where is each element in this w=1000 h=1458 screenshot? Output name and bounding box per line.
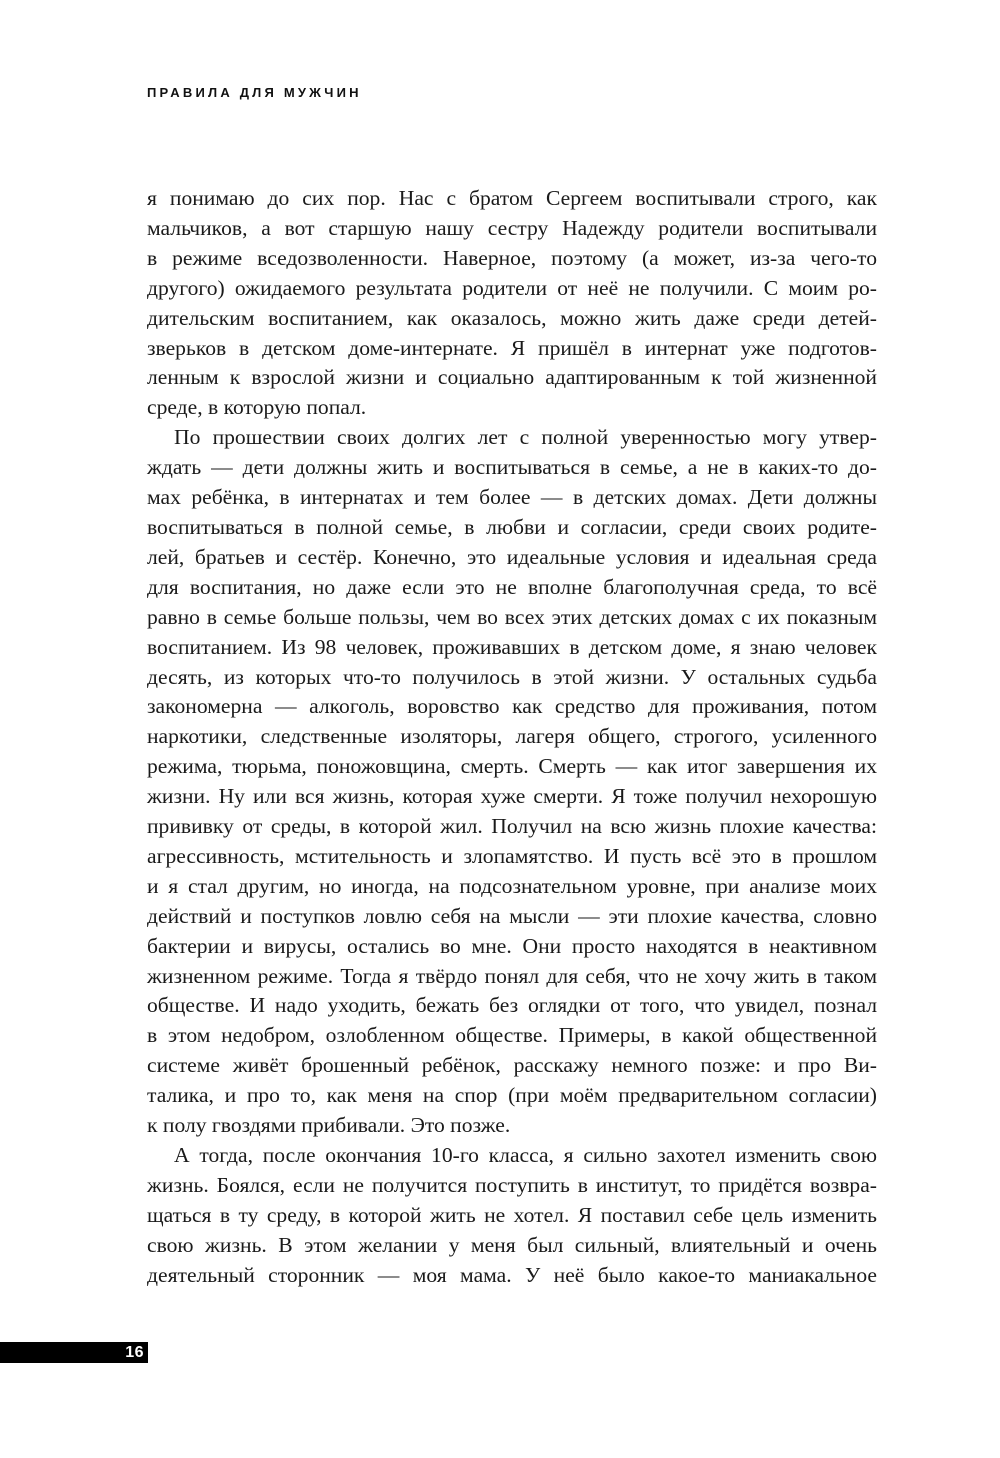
text-line: зверьков в детском доме-интернате. Я пришёл в интернат уже подготов-: [147, 335, 877, 360]
text-line: дительским воспитанием, как оказалось, можно жить даже среди детей-: [147, 305, 877, 330]
text-line: свою жизнь. В этом желании у меня был сильный, влиятельный и очень: [147, 1232, 877, 1257]
text-line: деятельный сторонник — моя мама. У неё было какое-то маниакальное: [147, 1262, 877, 1287]
text-line: обществе. И надо уходить, бежать без оглядки от того, что увидел, познал: [147, 993, 877, 1018]
text-line: другого) ожидаемого результата родители от неё не получили. С моим ро-: [147, 275, 877, 300]
page-number: 16: [125, 1344, 144, 1361]
text-line: воспитанием. Из 98 человек, проживавших в детском доме, я знаю человек: [147, 634, 877, 659]
text-line: А тогда, после окончания 10-го класса, я сильно захотел изменить свою: [174, 1143, 877, 1167]
running-head: ПРАВИЛА ДЛЯ МУЖЧИН: [147, 85, 362, 100]
page-number-bar: [0, 1342, 148, 1363]
text-line: в режиме вседозволенности. Наверное, поэтому (а может, из-за чего-то: [147, 245, 877, 270]
text-line: системе живёт брошенный ребёнок, расскажу немного позже: и про Ви-: [147, 1053, 877, 1078]
text-line: По прошествии своих долгих лет с полной уверенностью могу утвер-: [174, 425, 877, 450]
text-line: прививку от среды, в которой жил. Получил на всю жизнь плохие качества:: [147, 814, 877, 839]
text-line: действий и поступков ловлю себя на мысли — эти плохие качества, словно: [147, 903, 877, 928]
text-line: бактерии и вирусы, остались во мне. Они просто находятся в неактивном: [147, 933, 877, 958]
text-line: жизненном режиме. Тогда я твёрдо понял для себя, что не хочу жить в таком: [147, 963, 877, 988]
text-line: и я стал другим, но иногда, на подсознательном уровне, при анализе моих: [147, 873, 877, 898]
text-line: ленным к взрослой жизни и социально адаптированным к той жизненной: [147, 365, 877, 390]
body-text: [147, 184, 877, 1291]
text-line: к полу гвоздями прибивали. Это позже.: [147, 1113, 511, 1138]
text-line: жизни. Ну или вся жизнь, которая хуже смерти. Я тоже получил нехорошую: [147, 784, 877, 809]
text-line: мах ребёнка, в интернатах и тем более — в детских домах. Дети должны: [147, 485, 877, 510]
text-line: мальчиков, а вот старшую нашу сестру Надежду родители воспитывали: [147, 215, 877, 240]
text-line: я понимаю до сих пор. Нас с братом Сергеем воспитывали строго, как: [147, 186, 877, 210]
text-line: талика, и про то, как меня на спор (при моём предварительном согласии): [147, 1083, 877, 1108]
text-line: жизнь. Боялся, если не получится поступить в институт, то придётся возвра-: [147, 1172, 877, 1197]
text-line: ждать — дети должны жить и воспитываться в семье, а не в каких-то до-: [147, 455, 877, 480]
text-line: в этом недобром, озлобленном обществе. Примеры, в какой общественной: [147, 1023, 877, 1048]
text-line: для воспитания, но даже если это не вполне благополучная среда, то всё: [147, 574, 877, 599]
text-line: десять, из которых что-то получилось в этой жизни. У остальных судьба: [147, 664, 877, 689]
text-line: режима, тюрьма, поножовщина, смерть. Смерть — как итог завершения их: [147, 754, 877, 779]
text-line: наркотики, следственные изоляторы, лагеря общего, строгого, усиленного: [147, 724, 877, 749]
text-line: закономерна — алкоголь, воровство как средство для проживания, потом: [147, 694, 877, 719]
text-line: лей, братьев и сестёр. Конечно, это идеальные условия и идеальная среда: [147, 544, 877, 569]
text-line: равно в семье больше пользы, чем во всех этих детских домах с их показным: [147, 604, 877, 629]
text-line: среде, в которую попал.: [147, 395, 367, 420]
text-line: воспитываться в полной семье, в любви и согласии, среди своих родите-: [147, 514, 877, 539]
text-line: щаться в ту среду, в которой жить не хотел. Я поставил себе цель изменить: [147, 1202, 877, 1227]
text-line: агрессивность, мстительность и злопамятство. И пусть всё это в прошлом: [147, 843, 877, 868]
